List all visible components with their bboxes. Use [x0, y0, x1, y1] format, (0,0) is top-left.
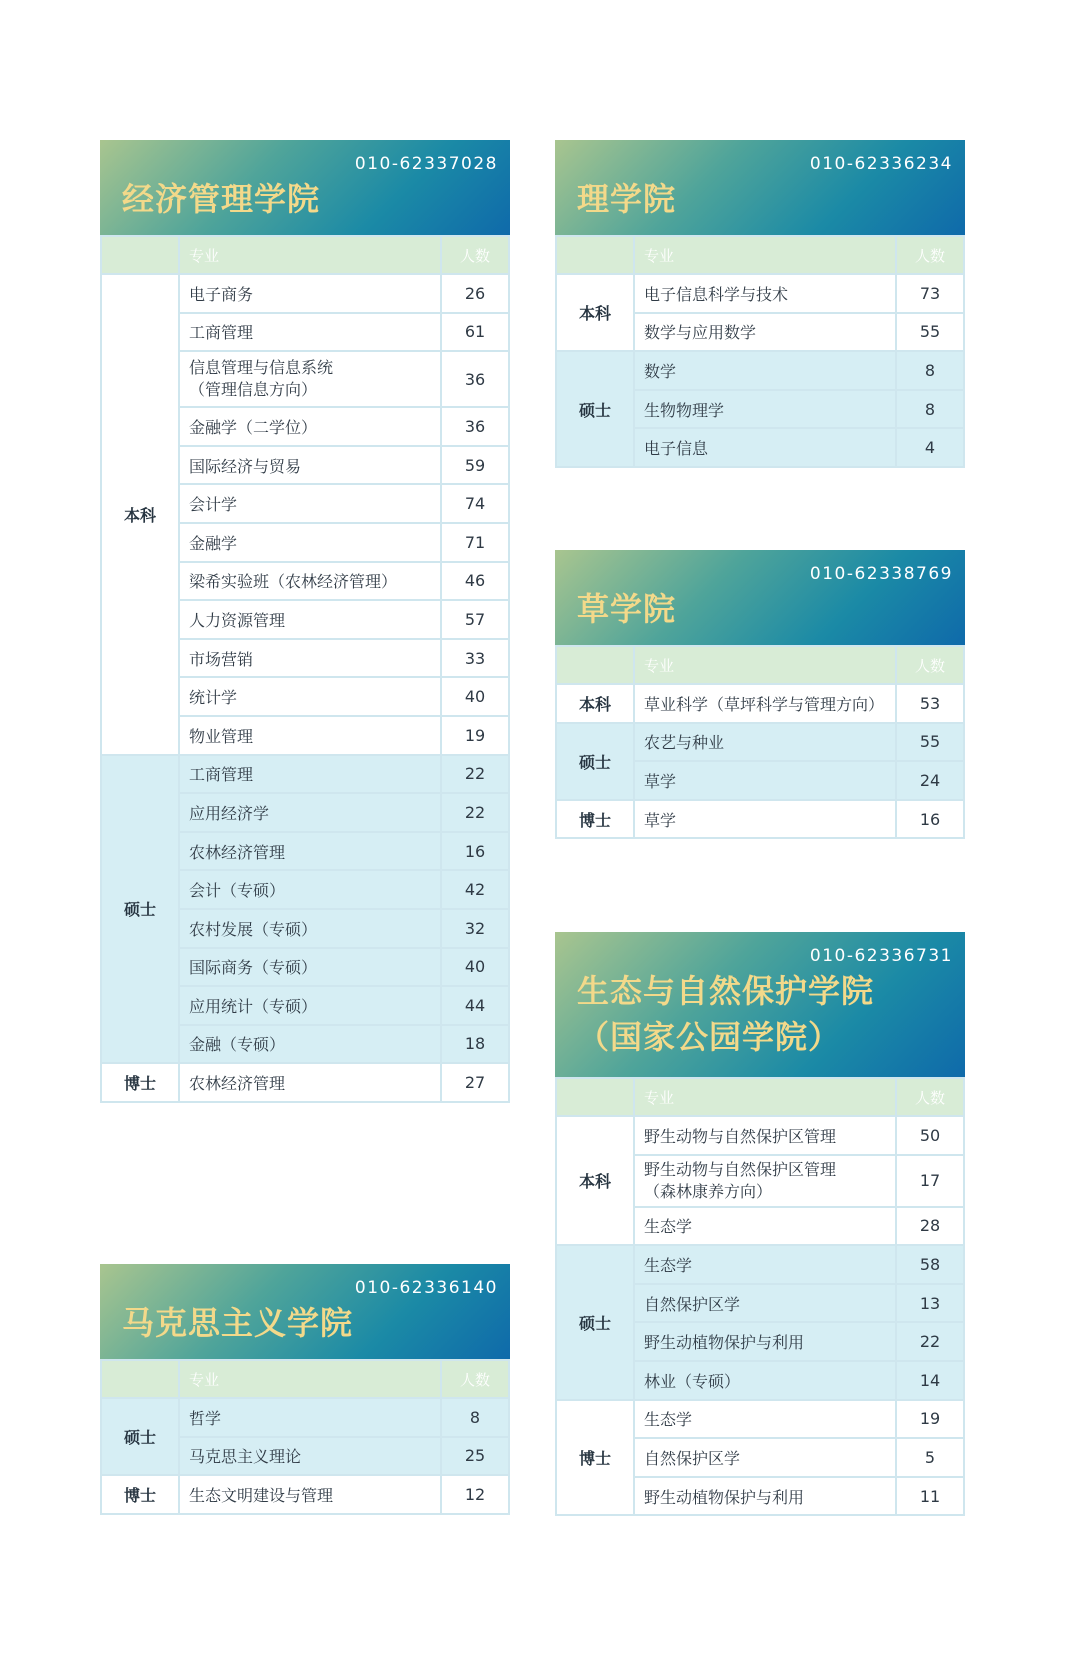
count-cell: 32 [441, 909, 509, 948]
major-name-line: 生态学 [644, 1410, 693, 1430]
header-degree-cell [101, 1360, 179, 1398]
count-cell: 55 [896, 313, 964, 352]
count-cell: 22 [896, 1322, 964, 1361]
count-cell: 36 [441, 351, 509, 407]
header-count: 人数 [896, 646, 964, 684]
major-cell [634, 428, 896, 467]
table-row [556, 684, 964, 723]
count-cell: 46 [441, 562, 509, 601]
table-row [101, 1475, 509, 1514]
degree-level-cell: 硕士 [556, 723, 634, 800]
major-name-line: 物业管理 [189, 726, 254, 746]
table-row [556, 723, 964, 762]
major-name-line: 生物物理学 [644, 400, 725, 420]
count-cell: 57 [441, 600, 509, 639]
major-cell [179, 274, 441, 313]
major-cell [179, 870, 441, 909]
major-name-line: 林业（专硕） [644, 1371, 741, 1391]
count-cell: 8 [896, 390, 964, 429]
major-cell [179, 909, 441, 948]
major-name-line: （森林康养方向） [644, 1181, 773, 1201]
table-row [556, 274, 964, 313]
major-name-line: 农艺与种业 [644, 733, 725, 753]
count-cell: 13 [896, 1284, 964, 1323]
major-name-line: 电子商务 [189, 284, 254, 304]
count-cell: 55 [896, 723, 964, 762]
major-cell [634, 1116, 896, 1155]
major-cell [179, 755, 441, 794]
major-cell [179, 351, 441, 407]
college-title [577, 586, 676, 632]
major-name-line: 市场营销 [189, 649, 254, 669]
major-name-line: 生态学 [644, 1217, 693, 1237]
major-cell [179, 1475, 441, 1514]
major-name-line: 生态学 [644, 1255, 693, 1275]
header-count: 人数 [441, 1360, 509, 1398]
header-degree-cell [556, 646, 634, 684]
header-count: 人数 [896, 1078, 964, 1116]
major-name-line: （管理信息方向） [189, 380, 318, 400]
major-cell [634, 274, 896, 313]
major-cell [179, 1398, 441, 1437]
count-cell: 28 [896, 1207, 964, 1246]
table-row [101, 274, 509, 313]
count-cell: 24 [896, 761, 964, 800]
college-phone: 010-62338769 [809, 564, 953, 584]
major-cell [634, 1361, 896, 1400]
college-header [555, 550, 965, 645]
major-name-line: 草学 [644, 771, 677, 791]
major-name-line: 梁希实验班（农林经济管理） [189, 572, 398, 592]
major-cell [634, 351, 896, 390]
table-row [556, 1245, 964, 1284]
degree-level-cell: 博士 [556, 1400, 634, 1516]
count-cell: 16 [896, 800, 964, 839]
college-header [100, 140, 510, 235]
major-name-line: 工商管理 [189, 765, 254, 785]
major-cell [179, 716, 441, 755]
major-name-line: 草学 [644, 810, 677, 830]
major-name-line: 金融学（二学位） [189, 417, 318, 437]
header-degree-cell [101, 236, 179, 274]
major-name-line: 金融学 [189, 533, 238, 553]
majors-table [100, 1359, 510, 1515]
count-cell: 33 [441, 639, 509, 678]
table-header-row [556, 1078, 964, 1116]
college-title-line: 生态与自然保护学院 [577, 972, 875, 1010]
major-cell [634, 1284, 896, 1323]
college-title-line: 草学院 [577, 590, 677, 628]
major-cell [634, 313, 896, 352]
major-name-line: 自然保护区学 [644, 1448, 741, 1468]
header-major: 专业 [634, 646, 896, 684]
table-row [556, 351, 964, 390]
count-cell: 61 [441, 313, 509, 352]
degree-level-cell: 本科 [556, 684, 634, 723]
degree-level-cell: 硕士 [556, 351, 634, 467]
count-cell: 36 [441, 407, 509, 446]
major-cell [634, 761, 896, 800]
major-cell [634, 1322, 896, 1361]
degree-level-cell: 本科 [556, 1116, 634, 1245]
major-name-line: 草业科学（草坪科学与管理方向） [644, 694, 885, 714]
header-major: 专业 [634, 1078, 896, 1116]
table-header-row [101, 236, 509, 274]
count-cell: 19 [441, 716, 509, 755]
major-name-line: 人力资源管理 [189, 610, 286, 630]
count-cell: 53 [896, 684, 964, 723]
college-title-line: 马克思主义学院 [122, 1304, 354, 1342]
table-row [556, 800, 964, 839]
count-cell: 25 [441, 1437, 509, 1476]
majors-table [555, 1077, 965, 1516]
major-cell [179, 1437, 441, 1476]
count-cell: 58 [896, 1245, 964, 1284]
count-cell: 12 [441, 1475, 509, 1514]
major-name-line: 农林经济管理 [189, 1074, 286, 1094]
major-cell [179, 677, 441, 716]
major-cell [634, 1400, 896, 1439]
count-cell: 42 [441, 870, 509, 909]
degree-level-cell: 博士 [101, 1063, 179, 1102]
count-cell: 27 [441, 1063, 509, 1102]
major-name-line: 国际经济与贸易 [189, 456, 302, 476]
major-name-line: 应用经济学 [189, 803, 270, 823]
degree-level-cell: 博士 [556, 800, 634, 839]
count-cell: 11 [896, 1477, 964, 1516]
college-header [555, 932, 965, 1077]
degree-level-cell: 博士 [101, 1475, 179, 1514]
major-cell [634, 390, 896, 429]
college-card-ecology [555, 932, 965, 1516]
table-row [101, 1398, 509, 1437]
major-cell [634, 1477, 896, 1516]
header-degree-cell [556, 236, 634, 274]
degree-level-cell: 本科 [556, 274, 634, 351]
header-major: 专业 [634, 236, 896, 274]
major-cell [634, 1207, 896, 1246]
count-cell: 19 [896, 1400, 964, 1439]
college-title [122, 176, 320, 222]
header-count: 人数 [441, 236, 509, 274]
table-row [101, 1063, 509, 1102]
major-cell [179, 523, 441, 562]
major-cell [179, 407, 441, 446]
major-cell [634, 1438, 896, 1477]
major-name-line: 应用统计（专硕） [189, 996, 318, 1016]
table-row [101, 755, 509, 794]
college-title-line: 经济管理学院 [122, 180, 321, 218]
table-header-row [101, 1360, 509, 1398]
header-degree-cell [556, 1078, 634, 1116]
count-cell: 71 [441, 523, 509, 562]
major-name-line: 工商管理 [189, 323, 254, 343]
college-card-marx [100, 1264, 510, 1515]
degree-level-cell: 硕士 [556, 1245, 634, 1399]
major-name-line: 野生动物与自然保护区管理 [644, 1126, 837, 1146]
table-row [556, 1116, 964, 1155]
major-cell [179, 1025, 441, 1064]
count-cell: 40 [441, 677, 509, 716]
major-name-line: 国际商务（专硕） [189, 958, 318, 978]
major-name-line: 信息管理与信息系统 [189, 358, 334, 378]
count-cell: 8 [441, 1398, 509, 1437]
major-cell [634, 684, 896, 723]
count-cell: 16 [441, 832, 509, 871]
count-cell: 5 [896, 1438, 964, 1477]
majors-table [555, 645, 965, 839]
major-name-line: 会计（专硕） [189, 881, 286, 901]
count-cell: 59 [441, 446, 509, 485]
college-title [122, 1300, 353, 1346]
table-row [556, 1400, 964, 1439]
major-name-line: 马克思主义理论 [189, 1447, 302, 1467]
college-phone: 010-62336731 [809, 946, 953, 966]
major-cell [634, 800, 896, 839]
college-header [555, 140, 965, 235]
major-cell [634, 1245, 896, 1284]
major-name-line: 农林经济管理 [189, 842, 286, 862]
count-cell: 74 [441, 484, 509, 523]
majors-table [555, 235, 965, 468]
major-name-line: 数学 [644, 361, 677, 381]
major-cell [179, 600, 441, 639]
major-name-line: 野生动植物保护与利用 [644, 1487, 805, 1507]
major-name-line: 野生动物与自然保护区管理 [644, 1159, 837, 1179]
degree-level-cell: 本科 [101, 274, 179, 755]
major-name-line: 会计学 [189, 495, 238, 515]
college-phone: 010-62337028 [354, 154, 498, 174]
college-phone: 010-62336140 [354, 1278, 498, 1298]
college-title-line: （国家公园学院） [577, 1018, 842, 1056]
count-cell: 4 [896, 428, 964, 467]
count-cell: 44 [441, 986, 509, 1025]
major-cell [179, 484, 441, 523]
major-name-line: 哲学 [189, 1408, 222, 1428]
major-name-line: 电子信息 [644, 439, 709, 459]
major-name-line: 电子信息科学与技术 [644, 284, 789, 304]
major-cell [179, 793, 441, 832]
count-cell: 50 [896, 1116, 964, 1155]
table-header-row [556, 646, 964, 684]
college-title [577, 968, 874, 1060]
college-title-line: 理学院 [577, 180, 677, 218]
count-cell: 22 [441, 755, 509, 794]
major-cell [634, 723, 896, 762]
major-name-line: 统计学 [189, 688, 238, 708]
count-cell: 8 [896, 351, 964, 390]
count-cell: 14 [896, 1361, 964, 1400]
major-cell [179, 832, 441, 871]
header-count: 人数 [896, 236, 964, 274]
major-cell [179, 986, 441, 1025]
major-cell [179, 446, 441, 485]
major-cell [179, 639, 441, 678]
majors-table [100, 235, 510, 1103]
major-cell [179, 1063, 441, 1102]
major-cell [179, 948, 441, 987]
header-major: 专业 [179, 236, 441, 274]
major-cell [179, 313, 441, 352]
count-cell: 17 [896, 1155, 964, 1207]
major-name-line: 自然保护区学 [644, 1294, 741, 1314]
college-card-science [555, 140, 965, 468]
count-cell: 18 [441, 1025, 509, 1064]
degree-level-cell: 硕士 [101, 1398, 179, 1475]
count-cell: 73 [896, 274, 964, 313]
college-card-econ [100, 140, 510, 1103]
major-cell [634, 1155, 896, 1207]
major-name-line: 生态文明建设与管理 [189, 1485, 334, 1505]
major-name-line: 数学与应用数学 [644, 323, 757, 343]
major-name-line: 金融（专硕） [189, 1035, 286, 1055]
header-major: 专业 [179, 1360, 441, 1398]
college-title [577, 176, 676, 222]
major-name-line: 野生动植物保护与利用 [644, 1333, 805, 1353]
college-phone: 010-62336234 [809, 154, 953, 174]
major-name-line: 农村发展（专硕） [189, 919, 318, 939]
major-cell [179, 562, 441, 601]
table-header-row [556, 236, 964, 274]
count-cell: 26 [441, 274, 509, 313]
college-header [100, 1264, 510, 1359]
college-card-grass [555, 550, 965, 839]
count-cell: 22 [441, 793, 509, 832]
degree-level-cell: 硕士 [101, 755, 179, 1064]
count-cell: 40 [441, 948, 509, 987]
